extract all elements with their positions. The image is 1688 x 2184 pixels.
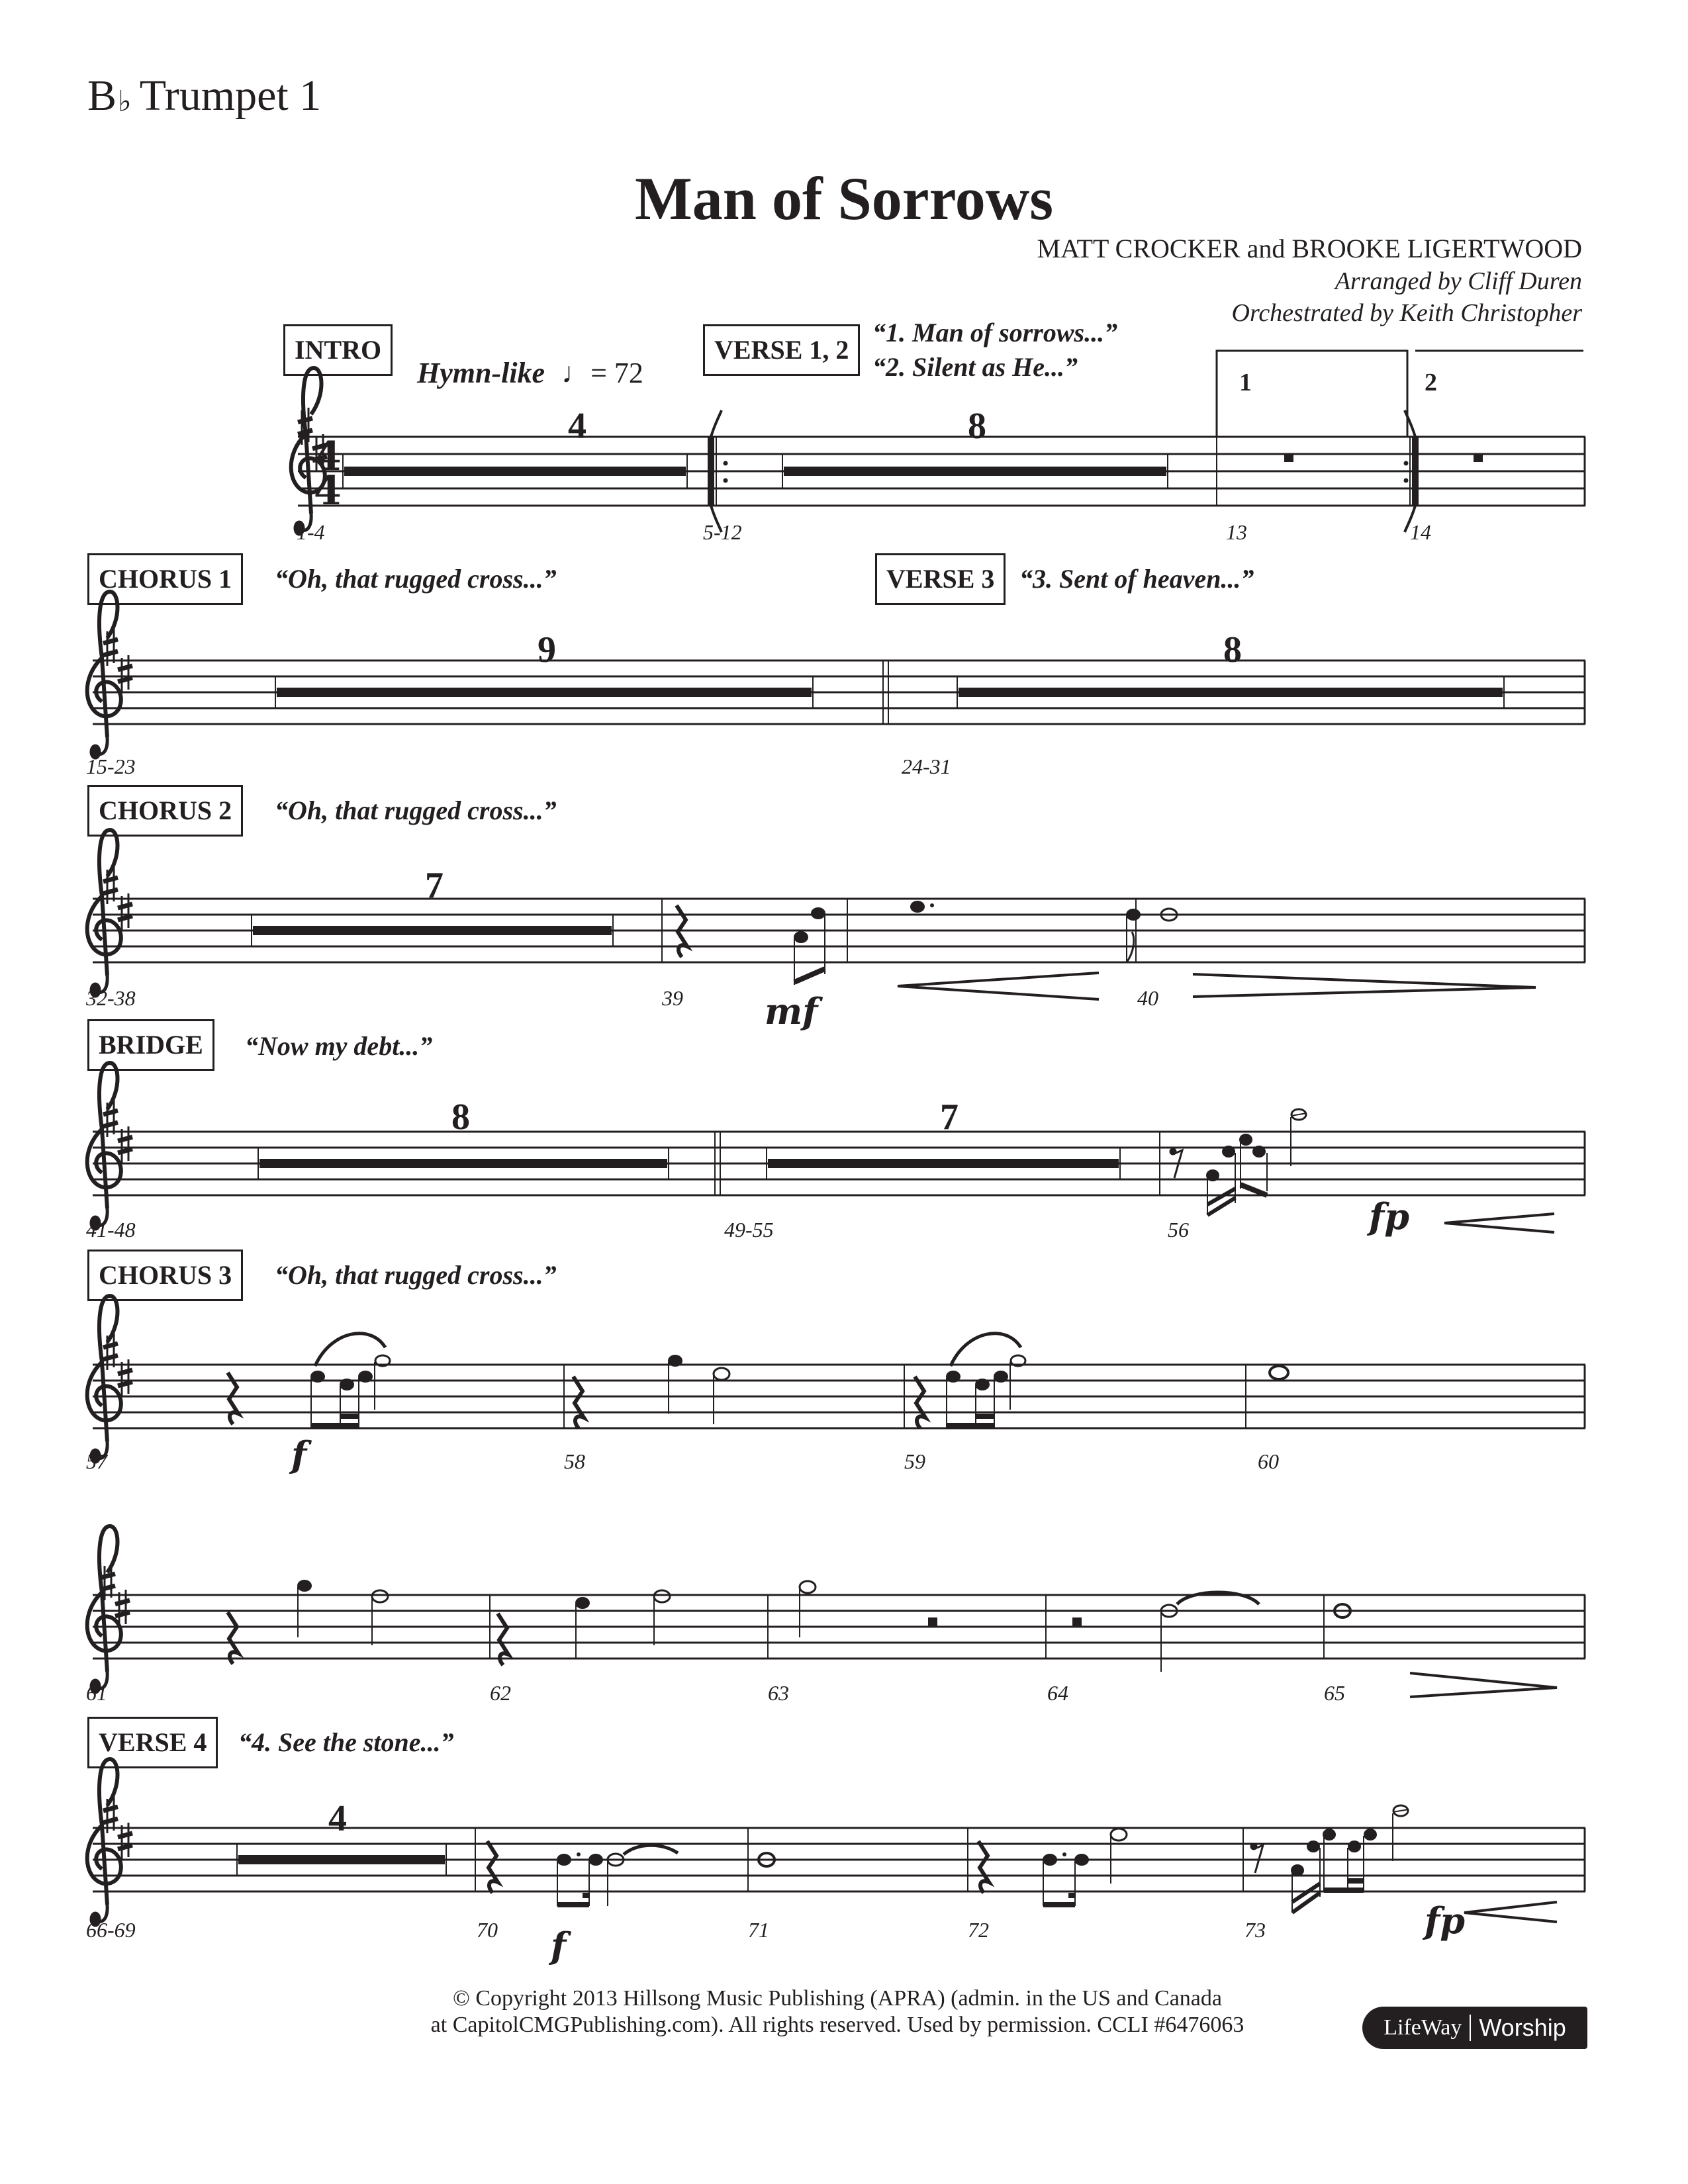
lyric-cue-verse-2: “2. Silent as He...”	[872, 352, 1078, 382]
rehearsal-mark-intro: INTRO	[283, 324, 393, 376]
measure-number: 41-48	[86, 1218, 136, 1242]
measure-number: 62	[490, 1681, 511, 1705]
copyright-notice	[371, 1985, 1304, 2038]
rehearsal-mark-chorus-3: CHORUS 3	[87, 1250, 243, 1301]
arranger-credit: Arranged by Cliff Duren	[1335, 267, 1582, 295]
lyric-cue-chorus-3: “Oh, that rugged cross...”	[275, 1260, 557, 1290]
dynamic-fp: fp	[1369, 1195, 1409, 1238]
system-5	[87, 1296, 1585, 1463]
measure-number: 5-12	[703, 520, 742, 544]
measure-number: 57	[86, 1449, 107, 1473]
rehearsal-mark-verse-4: VERSE 4	[87, 1717, 218, 1768]
measure-number: 24-31	[902, 754, 951, 778]
orchestrator-credit: Orchestrated by Keith Christopher	[1231, 299, 1582, 327]
multirest-count-chorus-1: 9	[538, 629, 556, 670]
measure-number: 61	[86, 1681, 107, 1705]
system-4	[87, 1063, 1585, 1232]
measure-number: 39	[662, 986, 683, 1010]
multirest-count-verse-1-2: 8	[968, 406, 986, 447]
first-ending-label: 1	[1239, 369, 1252, 396]
multirest-count-verse-4: 4	[328, 1798, 347, 1839]
measure-number: 66-69	[86, 1918, 136, 1942]
system-1	[291, 351, 1585, 535]
part-key: B	[87, 71, 117, 120]
tempo-text: Hymn-like	[417, 357, 545, 389]
logo-lifeway: LifeWay	[1383, 2015, 1462, 2040]
measure-number: 32-38	[86, 986, 136, 1010]
measure-number: 65	[1324, 1681, 1345, 1705]
lyric-cue-chorus-2: “Oh, that rugged cross...”	[275, 796, 557, 825]
measure-number: 71	[748, 1918, 769, 1942]
tempo-bpm: = 72	[590, 357, 643, 389]
measure-number: 60	[1258, 1449, 1279, 1473]
system-2	[87, 592, 1585, 759]
measure-number: 49-55	[724, 1218, 774, 1242]
measure-number: 59	[904, 1449, 925, 1473]
rehearsal-mark-bridge: BRIDGE	[87, 1019, 214, 1071]
svg-text:4: 4	[314, 433, 342, 480]
lyric-cue-chorus-1: “Oh, that rugged cross...”	[275, 564, 557, 594]
dynamic-f: f	[551, 1925, 567, 1967]
dynamic-mf: mf	[765, 990, 818, 1032]
lyric-cue-bridge: “Now my debt...”	[245, 1031, 433, 1061]
multirest-count-bridge-b: 7	[940, 1097, 959, 1138]
multirest-count-bridge-a: 8	[451, 1097, 470, 1138]
measure-number: 64	[1047, 1681, 1068, 1705]
logo-worship: Worship	[1479, 2014, 1566, 2041]
composers: MATT CROCKER and BROOKE LIGERTWOOD	[1037, 234, 1582, 263]
measure-number: 58	[564, 1449, 585, 1473]
measure-number: 70	[477, 1918, 498, 1942]
measure-number: 63	[768, 1681, 789, 1705]
rehearsal-mark-verse-3: VERSE 3	[875, 553, 1006, 605]
measure-number: 72	[968, 1918, 989, 1942]
dynamic-f: f	[291, 1433, 307, 1476]
song-title: Man of Sorrows	[634, 165, 1054, 232]
lyric-cue-verse-1: “1. Man of sorrows...”	[872, 318, 1118, 347]
rehearsal-mark-verse-1-2: VERSE 1, 2	[703, 324, 860, 376]
flat-icon: ♭	[118, 85, 132, 118]
measure-number: 40	[1137, 986, 1158, 1010]
second-ending-label: 2	[1425, 369, 1437, 396]
copyright-line-1: © Copyright 2013 Hillsong Music Publishing (APRA) (admin. in the US and Canada	[453, 1986, 1222, 2011]
measure-number: 14	[1410, 520, 1431, 544]
measure-number: 73	[1244, 1918, 1266, 1942]
multirest-count-intro: 4	[568, 406, 586, 447]
measure-number: 1-4	[297, 520, 325, 544]
rehearsal-mark-chorus-2: CHORUS 2	[87, 785, 243, 837]
system-6	[87, 1526, 1585, 1697]
dynamic-fp: fp	[1425, 1899, 1465, 1942]
lyric-cue-verse-3: “3. Sent of heaven...”	[1019, 564, 1254, 594]
system-7	[87, 1759, 1585, 1927]
multirest-count-chorus-2: 7	[425, 865, 444, 906]
publisher-logo	[1362, 2007, 1587, 2049]
copyright-line-2: at CapitolCMGPublishing.com). All rights reserved. Used by permission. CCLI #6476063	[430, 2013, 1244, 2037]
lyric-cue-verse-4: “4. See the stone...”	[238, 1727, 454, 1757]
measure-number: 56	[1168, 1218, 1189, 1242]
measure-number: 13	[1226, 520, 1247, 544]
svg-text:4: 4	[314, 468, 342, 514]
rehearsal-mark-chorus-1: CHORUS 1	[87, 553, 243, 605]
quarter-note-icon: ♩	[561, 357, 591, 389]
measure-number: 15-23	[86, 754, 136, 778]
system-3	[87, 830, 1585, 999]
logo-divider	[1470, 2015, 1471, 2041]
multirest-count-verse-3: 8	[1223, 629, 1242, 670]
part-instrument: Trumpet 1	[139, 71, 322, 120]
